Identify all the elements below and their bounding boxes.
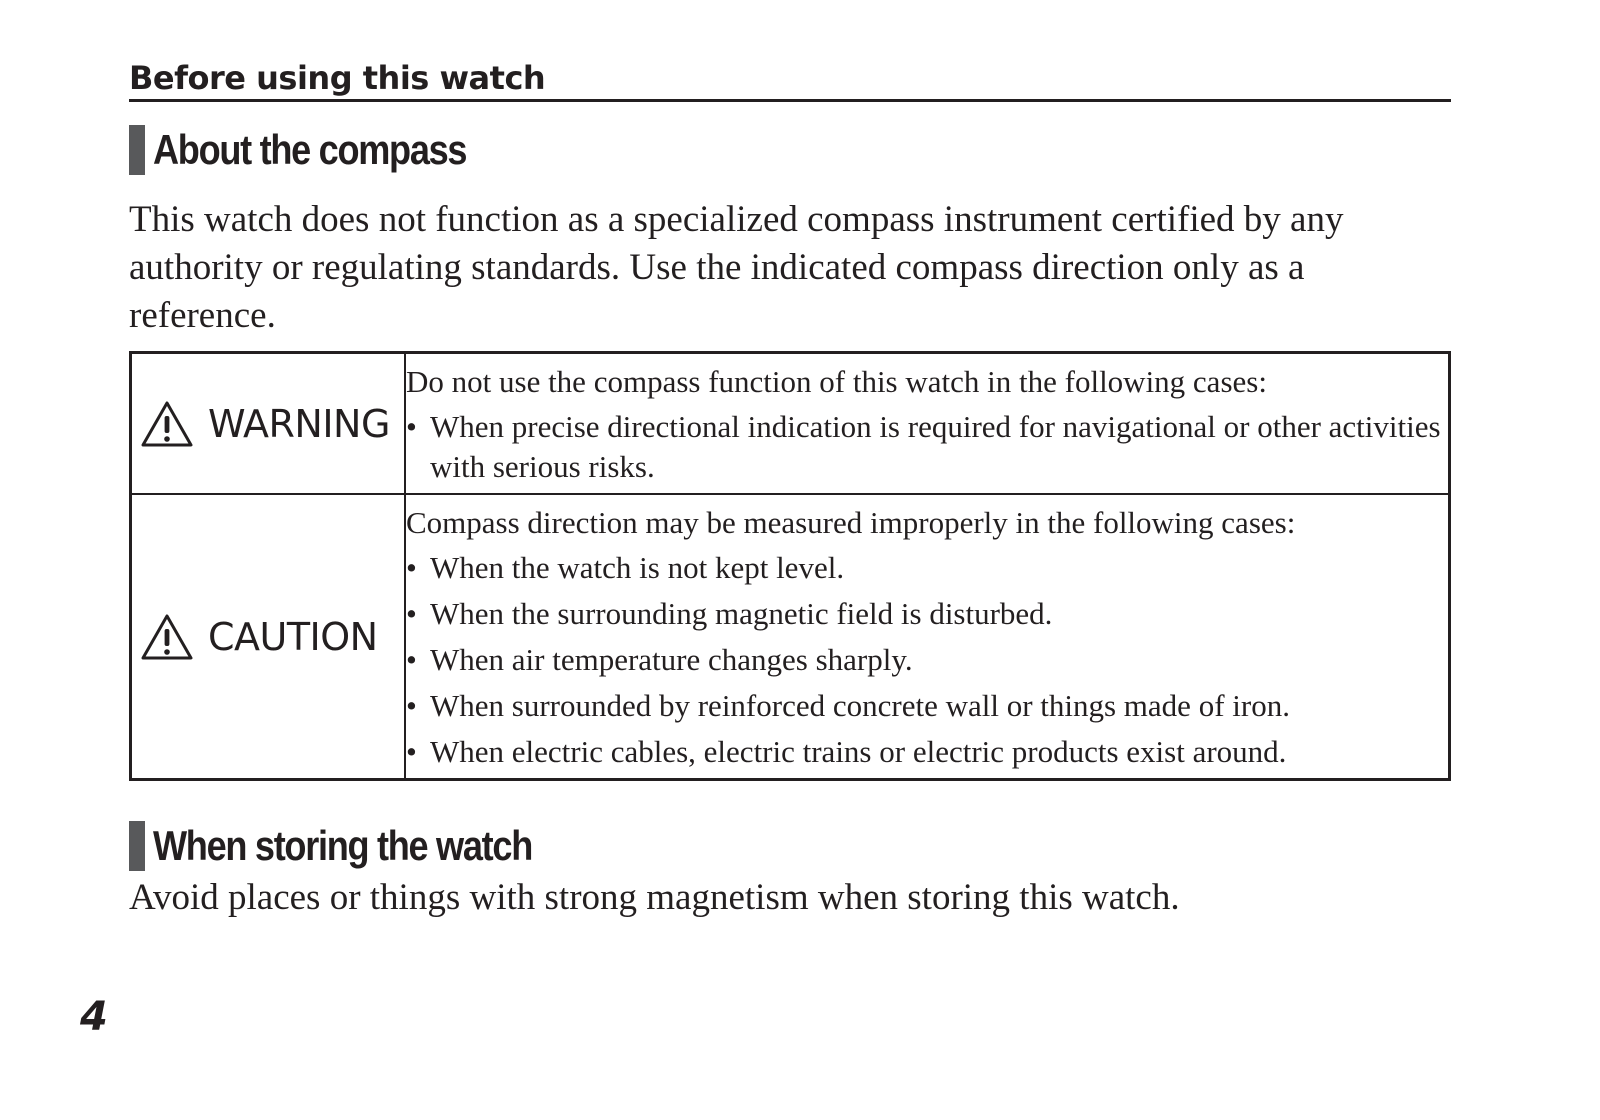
list-item: • When electric cables, electric trains or electric products exist around.: [406, 732, 1448, 772]
warning-content-cell: [405, 353, 1450, 495]
list-item: • When precise directional indication is required for navigational or other activities with serious risks.: [406, 407, 1448, 487]
warning-triangle-icon: [140, 613, 194, 661]
list-item: • When surrounded by reinforced concrete wall or things made of iron.: [406, 686, 1448, 726]
warning-list: [406, 407, 1448, 487]
warning-label: WARNING: [208, 401, 390, 446]
notice-table: [129, 351, 1451, 781]
storing-paragraph: Avoid places or things with strong magnetism when storing this watch.: [129, 877, 1180, 918]
list-item: • When the surrounding magnetic field is disturbed.: [406, 594, 1448, 634]
warning-row: [131, 353, 1450, 495]
warning-intro: Do not use the compass function of this watch in the following cases:: [406, 364, 1267, 399]
section-header: [129, 58, 1451, 102]
storing-heading: [129, 820, 594, 872]
warning-triangle-icon: [140, 400, 194, 448]
section-header-title: Before using this watch: [129, 59, 546, 97]
caution-label: CAUTION: [208, 614, 378, 659]
caution-content-cell: [405, 494, 1450, 780]
warning-label-cell: [131, 353, 406, 495]
storing-heading-text: When storing the watch: [153, 822, 532, 869]
compass-heading: [129, 124, 517, 176]
page-number: 4: [80, 994, 108, 1040]
caution-list: [406, 548, 1448, 772]
list-item: • When the watch is not kept level.: [406, 548, 1448, 588]
compass-paragraph: This watch does not function as a specialized compass instrument certified by any authority or regulating standards. Use the indicated compass direction only as a reference.: [129, 199, 1344, 336]
caution-label-cell: [131, 494, 406, 780]
list-item: • When air temperature changes sharply.: [406, 640, 1448, 680]
caution-row: [131, 494, 1450, 780]
caution-intro: Compass direction may be measured improperly in the following cases:: [406, 505, 1296, 540]
heading-bar: [129, 821, 145, 871]
heading-bar: [129, 125, 145, 175]
compass-heading-text: About the compass: [153, 126, 467, 173]
